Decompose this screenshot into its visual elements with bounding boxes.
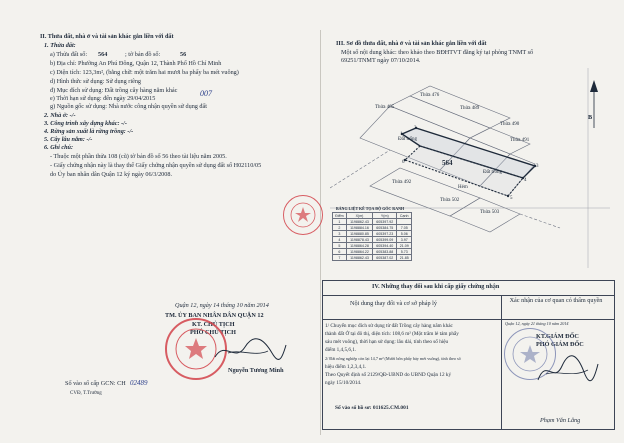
table-cell: 6 [333, 249, 347, 255]
confirm-title-1: KT.GIÁM ĐỐC [536, 333, 579, 340]
committee-title: TM. ỦY BAN NHÂN DÂN QUẬN 12 [165, 312, 264, 319]
table-header: Y(m) [373, 213, 397, 219]
table-cell: 21.09 [397, 243, 412, 249]
map-sheet-number: 56 [180, 51, 187, 58]
table-cell: 7.05 [397, 225, 412, 231]
section2-title: II. Thửa đất, nhà ở và tài sản khác gắn liền với đất [40, 33, 174, 40]
clerk-initials: CVĐ, T.Trường [70, 391, 102, 396]
vertex-label: 5 [510, 196, 513, 201]
committee-signature [210, 335, 290, 365]
table-cell: 5.73 [397, 249, 412, 255]
house-line: 2. Nhà ở: -/- [44, 112, 76, 119]
table-cell: 1198884.16 [346, 225, 372, 231]
neighbor-label: Đất trống [483, 170, 503, 175]
change-entry-line: hiệu điểm 1,2,3,4,1. [325, 364, 367, 370]
table-cell: 1 [333, 219, 347, 225]
table-cell: 2 [333, 225, 347, 231]
notes-heading: 6. Ghi chú: [44, 144, 74, 151]
for-chairman: KT. CHỦ TỊCH [192, 321, 235, 328]
parcel-number: 564 [98, 51, 108, 58]
signer-name: Nguyễn Tương Minh [228, 367, 284, 374]
neighbor-label: Hẻm [458, 185, 468, 190]
table-cell: 605383.88 [373, 249, 397, 255]
production-forest-line: 4. Rừng sản xuất là rừng trồng: -/- [44, 128, 134, 135]
neighbor-label: Thửa 476 [420, 93, 440, 98]
change-entry-line: 1/ Chuyển mục đích sử dụng từ đất Trồng cây hàng năm khác [325, 323, 453, 329]
parcel-heading: 1. Thửa đất: [44, 42, 76, 49]
confirm-signer: Phạm Văn Lăng [540, 417, 581, 424]
section4-title: IV. Những thay đổi sau khi cấp giấy chứng nhận [372, 283, 500, 290]
change-entry-line: thành đất Ở tại đô thị, diện tích: 108,6 m² (Một trăm lẻ tám phẩy [325, 331, 459, 337]
neighbor-label: Thửa 490 [500, 122, 520, 127]
map-note-line-1: Một số nội dung khác: theo khảo theo BĐHTVT đăng ký tại phòng TNMT số [341, 49, 534, 56]
change-entry-line: sáu mét vuông), thời hạn sử dụng: lâu dài, tính theo số hiệu [325, 339, 449, 345]
vertex-label: 3 [536, 164, 539, 169]
vertex-label: 2 [414, 126, 417, 131]
neighbor-label: Thửa 485 [375, 105, 395, 110]
seal-star-icon [284, 196, 322, 234]
changes-col2-header: Xác nhận của cơ quan có thẩm quyền [509, 297, 603, 304]
coord-table [332, 212, 412, 261]
neighbor-label: Thửa 502 [440, 198, 460, 203]
area-line: c) Diện tích: 123,3m², (bằng chữ: một trăm hai mươi ba phẩy ba mét vuông) [50, 69, 239, 76]
use-purpose-line: đ) Mục đích sử dụng: Đất trồng cây hàng năm khác [50, 87, 178, 94]
parcel-number-label: a) Thửa đất số: [50, 51, 88, 58]
change-entry-line: Theo Quyết định số 2129/QĐ-UBND do UBND Quận 12 ký [325, 372, 452, 378]
table-cell: 605394.40 [373, 243, 397, 249]
table-row [333, 255, 412, 261]
use-term-line: e) Thời hạn sử dụng: đến ngày 29/04/2015 [50, 95, 156, 102]
map-parcel-label: 564 [442, 159, 453, 167]
changes-col1-header: Nội dung thay đổi và cơ sở pháp lý [350, 300, 437, 307]
table-cell: 605399.09 [373, 237, 397, 243]
handwritten-note: 007 [200, 89, 212, 98]
table-cell: 21.85 [397, 255, 412, 261]
address-line: b) Địa chỉ: Phường An Phú Đông, Quận 12, Thành Phố Hồ Chí Minh [50, 60, 222, 67]
map-north-label: B [588, 114, 593, 121]
cert-book-number: 02489 [130, 379, 148, 387]
map-note-line-2: 69251/TNMT ngày 07/10/2014. [341, 57, 421, 64]
vertex-label: 6 [402, 160, 405, 165]
table-cell: 605384.75 [373, 225, 397, 231]
table-cell: 605397.92 [373, 219, 397, 225]
neighbor-label: Thửa 492 [392, 180, 412, 185]
coord-table-title: BẢNG LIỆT KÊ TỌA ĐỘ GÓC RANH [336, 206, 405, 211]
note-line-2: - Giấy chứng nhận này là thay thế Giấy chứng nhận quyền sử dụng đất số H02110/05 [50, 162, 262, 169]
survey-seal [283, 195, 323, 235]
changes-column-divider [501, 295, 502, 430]
confirm-title-2: PHÓ GIÁM ĐỐC [536, 341, 584, 348]
map-sheet-label: ; tờ bản đồ số: [125, 51, 161, 58]
change-entry-line: điểm 1,4,5,6,1. [325, 347, 357, 353]
table-cell: 1198864.22 [346, 249, 372, 255]
table-cell: 5 [333, 243, 347, 249]
neighbor-label: Thửa 503 [480, 210, 500, 215]
origin-line: g) Nguồn gốc sử dụng: Nhà nước công nhận quyền sử dụng đất [50, 103, 207, 110]
change-entry-line: ngày 15/10/2014. [325, 380, 362, 386]
table-header: Cạnh [397, 213, 412, 219]
change-entry-line: 2/ Đất nông nghiệp còn lại 14,7 m² (Mười bốn phẩy bảy mét vuông), tính theo số [325, 356, 461, 361]
neighbor-label: Đất trống [398, 137, 418, 142]
note-line-1: - Thuộc một phần thửa 108 (cũ) tờ bản đồ số 56 theo tài liệu năm 2005. [50, 153, 227, 160]
table-cell: 4 [333, 237, 347, 243]
table-cell: 1198862.43 [346, 255, 372, 261]
section3-title: III. Sơ đồ thửa đất, nhà ở và tài sản khác gắn liền với đất [336, 40, 487, 47]
use-form-line: d) Hình thức sử dụng: Sử dụng riêng [50, 78, 142, 85]
confirm-date: Quận 12, ngày 21 tháng 10 năm 2014 [505, 321, 569, 326]
other-construction-line: 3. Công trình xây dựng khác: -/- [44, 120, 127, 127]
table-header: Điểm [333, 213, 347, 219]
table-cell: 1198864.28 [346, 243, 372, 249]
vertex-label: 1 [400, 132, 403, 137]
note-line-3: do Ủy ban nhân dân Quận 12 ký ngày 06/3/2008. [50, 171, 173, 178]
table-cell: 1198862.43 [346, 219, 372, 225]
perennial-tree-line: 5. Cây lâu năm: -/- [44, 136, 93, 143]
table-cell: 5.06 [397, 231, 412, 237]
table-cell: 605387.02 [373, 255, 397, 261]
vertex-label: 4 [524, 178, 527, 183]
neighbor-label: Thửa 491 [510, 138, 530, 143]
table-cell: 3 [333, 231, 347, 237]
neighbor-label: Thửa 489 [460, 106, 480, 111]
table-cell: 1198878.43 [346, 237, 372, 243]
vice-chairman: PHÓ CHỦ TỊCH [190, 329, 236, 336]
table-cell: 605397.23 [373, 231, 397, 237]
table-cell: 1198880.85 [346, 231, 372, 237]
table-cell: 3.97 [397, 237, 412, 243]
cert-book-label: Số vào sổ cấp GCN: CH [65, 380, 126, 387]
office-signature [532, 350, 602, 390]
table-header: X(m) [346, 213, 372, 219]
change-entry-book-no: Số vào sổ hồ sơ: 011625.CM.001 [335, 405, 409, 411]
table-cell: 7 [333, 255, 347, 261]
sign-place-date: Quận 12, ngày 14 tháng 10 năm 2014 [175, 302, 269, 309]
